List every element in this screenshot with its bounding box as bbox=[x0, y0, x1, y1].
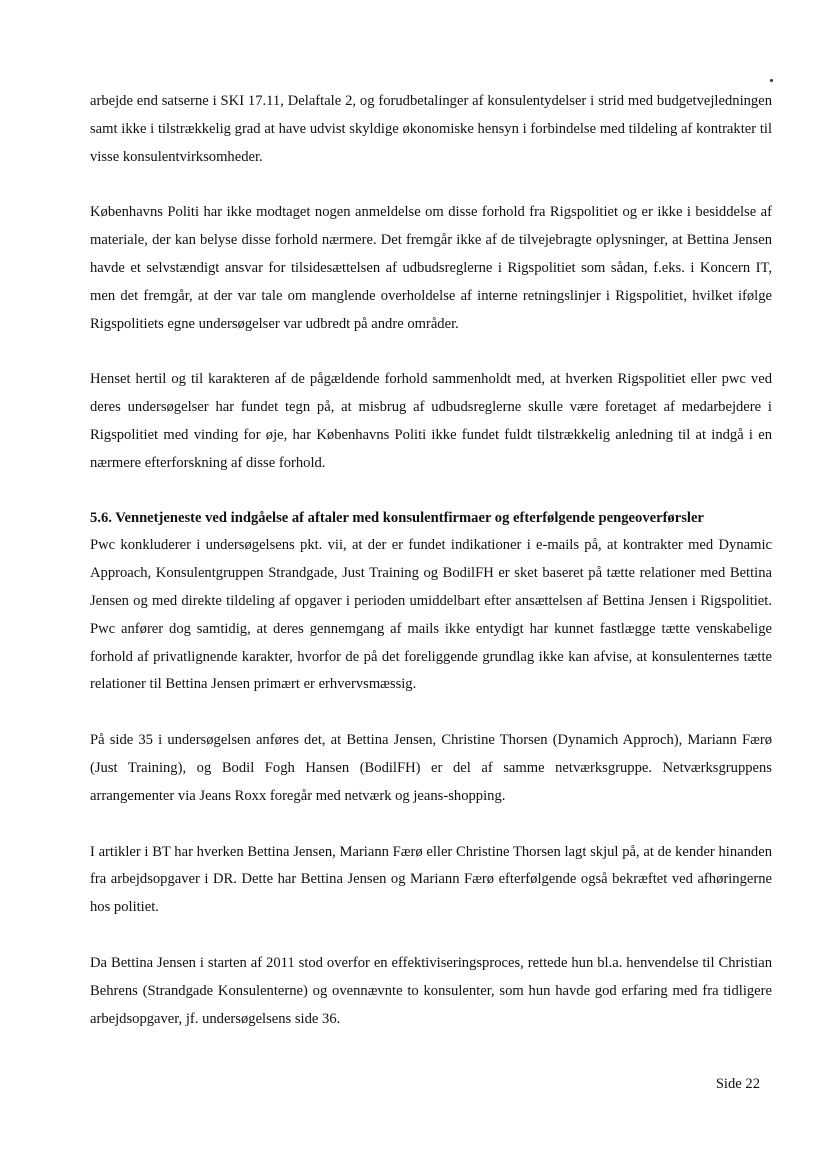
paragraph-henset-hertil: Henset hertil og til karakteren af de pågældende forhold sammenholdt med, at hverken Rigspolitiet eller pwc ved deres undersøgelser har fundet tegn på, at misbrug af udbudsreglerne skulle være foretaget af medarbejdere i Rigspolitiet med vinding for øje, har Københavns Politi ikke fundet fuldt tilstrækkelig anledning til at indgå i en nærmere efterforskning af disse forhold. bbox=[90, 371, 772, 471]
paragraph-pwc-konkluderer: Pwc konkluderer i undersøgelsens pkt. vii, at der er fundet indikationer i e-mails på, at kontrakter med Dynamic Approach, Konsulentgruppen Strandgade, Just Training og BodilFH er sket baseret på tætte relationer med Bettina Jensen og med direkte tildeling af opgaver i perioden umiddelbart efter ansættelsen af Bettina Jensen i Rigspolitiet. Pwc anfører dog samtidig, at deres gennemgang af mails ikke entydigt har kunnet fastlægge tætte venskabelige forhold af privatlignende karakter, hvorfor de på det foreliggende grundlag ikke kan afvise, at konsulenternes tætte relationer til Bettina Jensen primært er erhvervsmæssig. bbox=[90, 537, 772, 693]
paragraph-kobenhavns-politi: Københavns Politi har ikke modtaget nogen anmeldelse om disse forhold fra Rigspolitiet og er ikke i besiddelse af materiale, der kan belyse disse forhold nærmere. Det fremgår ikke af de tilvejebragte oplysninger, at Bettina Jensen havde et selvstændigt ansvar for tilsidesættelsen af udbudsreglerne i Rigspolitiet som sådan, f.eks. i Koncern IT, men det fremgår, at der var tale om manglende overholdelse af interne retningslinjer i Rigspolitiet, hvilket ifølge Rigspolitiets egne undersøgelser var udbredt på andre områder. bbox=[90, 204, 772, 332]
paragraph-continuation: arbejde end satserne i SKI 17.11, Delaftale 2, og forudbetalinger af konsulentydelser i strid med budgetvejledningen samt ikke i tilstrækkelig grad at have udvist skyldige økonomiske hensyn i forbindelse med tildeling af kontrakter til visse konsulentvirksomheder. bbox=[90, 93, 772, 165]
section-heading: 5.6. Vennetjeneste ved indgåelse af aftaler med konsulentfirmaer og efterfølgende pengeoverførsler bbox=[90, 509, 704, 526]
paragraph-starten-2011: Da Bettina Jensen i starten af 2011 stod overfor en effektiviseringsproces, rettede hun bl.a. henvendelse til Christian Behrens (Strandgade Konsulenterne) og ovennævnte to konsulenter, som hun havde god erfaring med fra tidligere arbejdsopgaver, jf. undersøgelsens side 36. bbox=[90, 954, 772, 1027]
scan-speck bbox=[770, 79, 773, 82]
page-number: Side 22 bbox=[715, 1076, 760, 1092]
page-body bbox=[90, 88, 772, 1033]
paragraph-side-35: På side 35 i undersøgelsen anføres det, at Bettina Jensen, Christine Thorsen (Dynamich Approch), Mariann Færø (Just Training), og Bodil Fogh Hansen (BodilFH) er del af samme netværksgruppe. Netværksgruppens arrangementer via Jeans Roxx foregår med netværk og jeans-shopping. bbox=[90, 732, 772, 804]
paragraph-artikler-bt: I artikler i BT har hverken Bettina Jensen, Mariann Færø eller Christine Thorsen lagt skjul på, at de kender hinanden fra arbejdsopgaver i DR. Dette har Bettina Jensen og Mariann Færø efterfølgende også bekræftet ved afhøringerne hos politiet. bbox=[90, 843, 772, 916]
